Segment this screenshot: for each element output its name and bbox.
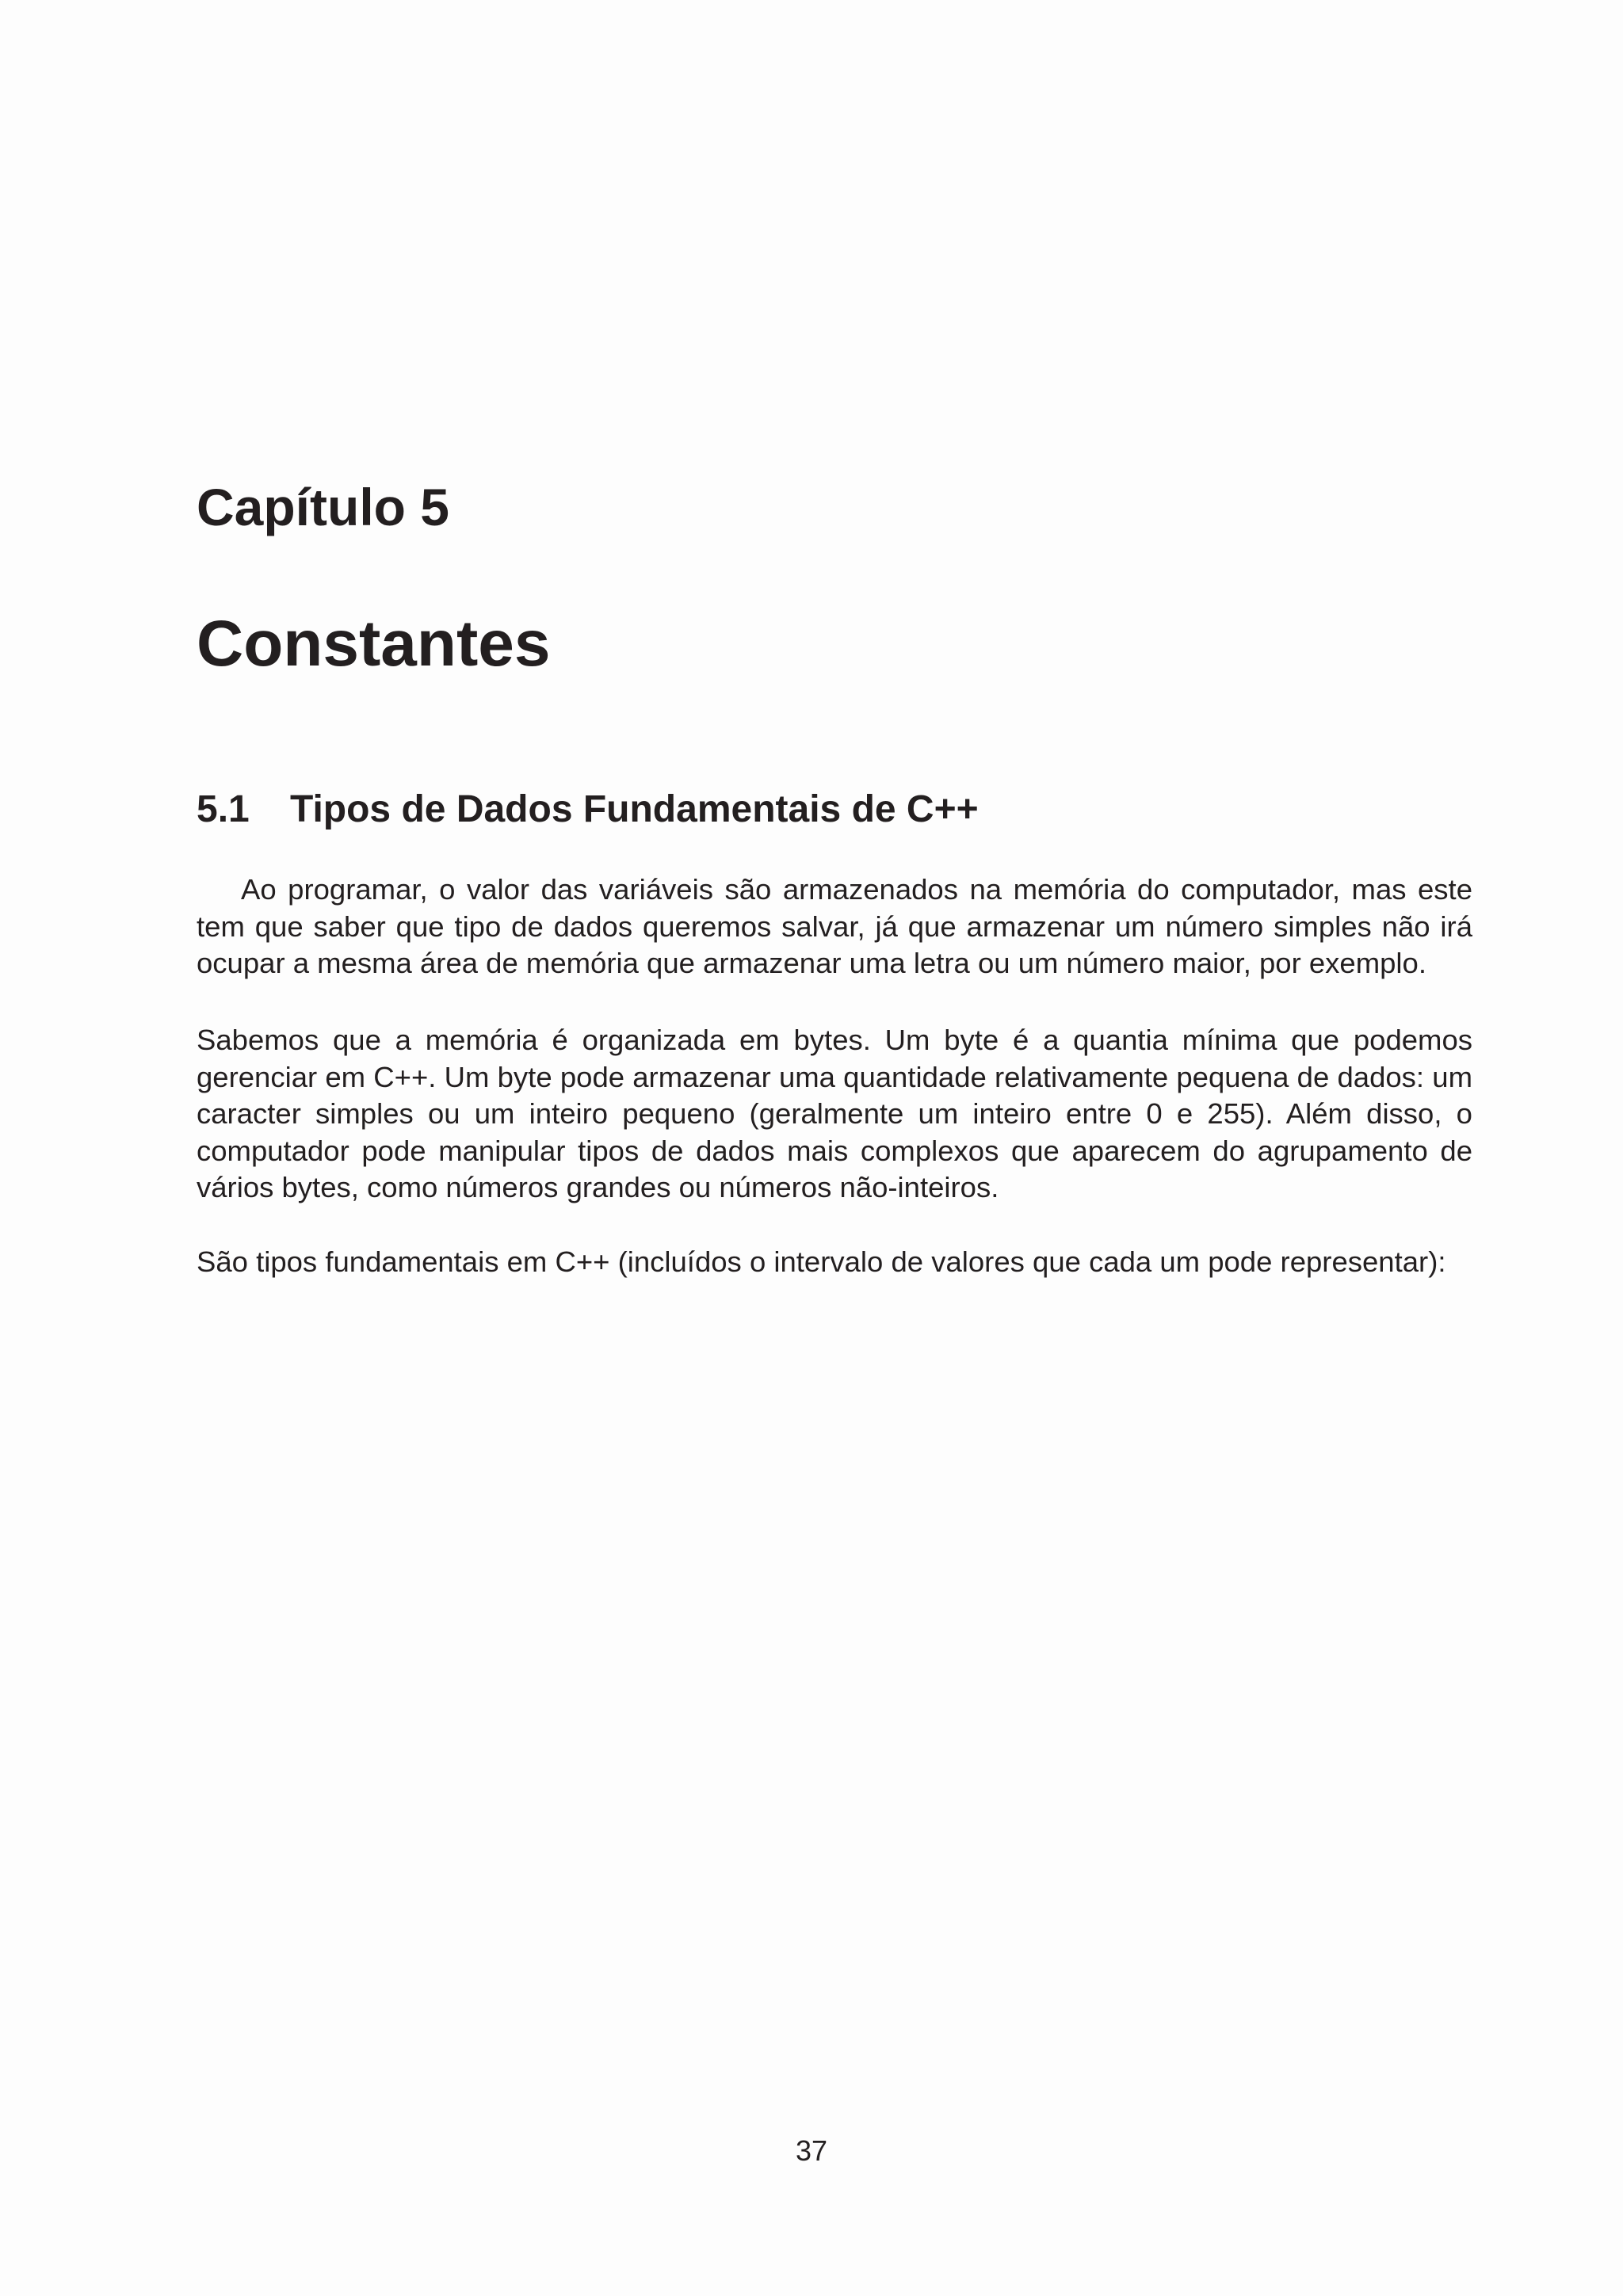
paragraph-bytes: Sabemos que a memória é organizada em bytes. Um byte é a quantia mínima que podemos gerenciar em C++. Um byte pode armazenar uma quantidade relativamente pequena de dados: um caracter simples ou um inteiro pequeno (geralmente um inteiro entre 0 e 255). Além disso, o computador pode manipular tipos de dados mais complexos que aparecem do agrupamento de vários bytes, como números grandes ou números não-inteiros. [197, 1024, 1472, 1203]
section-title: Tipos de Dados Fundamentais de C++ [290, 788, 979, 830]
section-heading [197, 789, 979, 831]
section-number: 5.1 [197, 788, 250, 830]
chapter-label: Capítulo 5 [197, 478, 450, 536]
paragraph-fundamental-types: São tipos fundamentais em C++ (incluídos o intervalo de valores que cada um pode representar): [197, 1245, 1446, 1278]
page-number: 37 [795, 2134, 828, 2167]
paragraph-intro: Ao programar, o valor das variáveis são armazenados na memória do computador, mas este tem que saber que tipo de dados queremos salvar, já que armazenar um número simples não irá ocupar a mesma área de memória que armazenar uma letra ou um número maior, por exemplo. [197, 873, 1472, 979]
chapter-title: Constantes [197, 608, 551, 680]
